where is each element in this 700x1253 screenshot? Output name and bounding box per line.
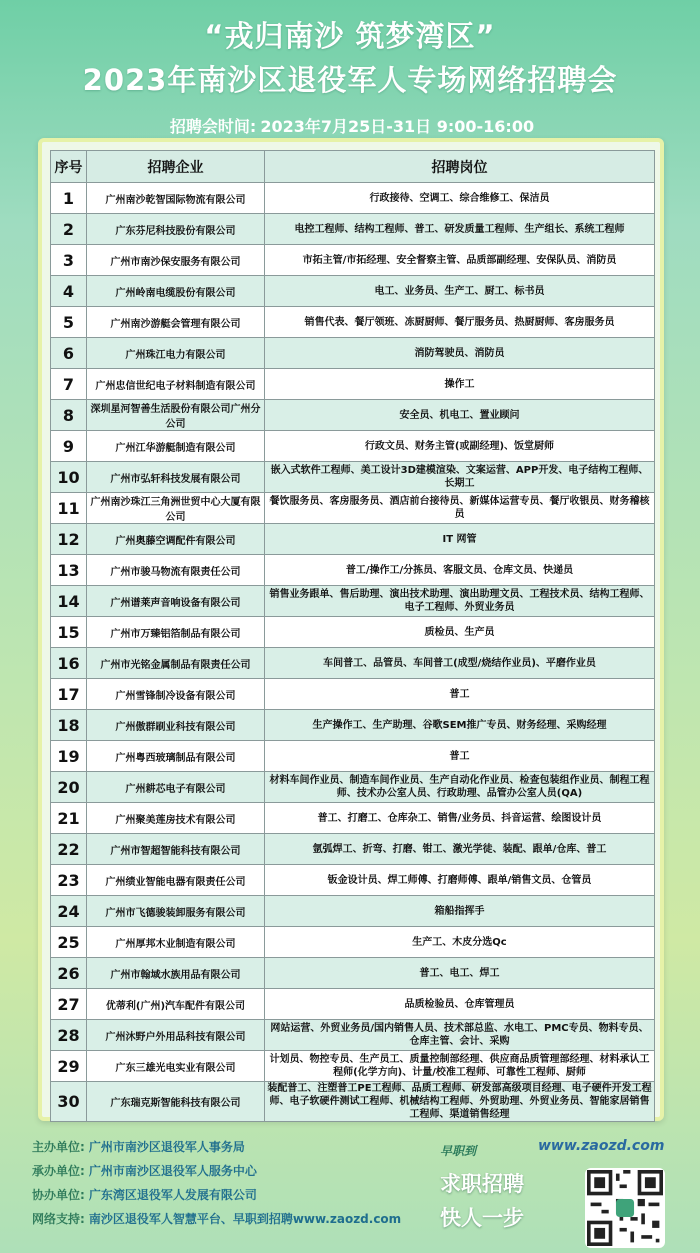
table-row	[51, 617, 655, 648]
row-company: 广东芬尼科技股份有限公司	[87, 214, 265, 245]
row-positions: 嵌入式软件工程师、美工设计3D建模渲染、文案运营、APP开发、电子结构工程师、长期工	[265, 462, 655, 493]
sponsor-key: 网络支持:	[32, 1212, 85, 1226]
row-positions: 氩弧焊工、折弯、打磨、钳工、激光学徒、装配、跟单/仓库、普工	[265, 834, 655, 865]
table-body	[51, 183, 655, 1122]
row-positions: 普工/操作工/分拣员、客服文员、仓库文员、快递员	[265, 555, 655, 586]
table-row	[51, 1082, 655, 1122]
row-company: 广东瑞克斯智能科技有限公司	[87, 1082, 265, 1122]
row-number: 1	[51, 183, 87, 214]
row-number: 18	[51, 710, 87, 741]
sponsor-value: 南沙区退役军人智慧平台、早职到招聘www.zaozd.com	[88, 1212, 402, 1226]
row-company: 广州奥藤空调配件有限公司	[87, 524, 265, 555]
row-number: 12	[51, 524, 87, 555]
row-company: 广州粤西玻璃制品有限公司	[87, 741, 265, 772]
row-number: 28	[51, 1020, 87, 1051]
row-company: 广州沐野户外用品科技有限公司	[87, 1020, 265, 1051]
row-company: 广州市南沙保安服务有限公司	[87, 245, 265, 276]
job-table	[50, 150, 655, 1122]
row-number: 9	[51, 431, 87, 462]
row-number: 14	[51, 586, 87, 617]
table-row	[51, 214, 655, 245]
row-number: 13	[51, 555, 87, 586]
row-positions: 电工、业务员、生产工、厨工、标书员	[265, 276, 655, 307]
table-row	[51, 555, 655, 586]
row-positions: 品质检验员、仓库管理员	[265, 989, 655, 1020]
sponsor-value: 广东湾区退役军人发展有限公司	[88, 1188, 257, 1202]
table-row	[51, 400, 655, 431]
table-row	[51, 679, 655, 710]
row-company: 广州市骏马物流有限责任公司	[87, 555, 265, 586]
table-row	[51, 1051, 655, 1082]
row-company: 广州市飞德骏装卸服务有限公司	[87, 896, 265, 927]
row-company: 广州珠江电力有限公司	[87, 338, 265, 369]
row-company: 广州傲群刷业科技有限公司	[87, 710, 265, 741]
table-row	[51, 741, 655, 772]
row-number: 3	[51, 245, 87, 276]
row-number: 25	[51, 927, 87, 958]
sponsor-value: 广州市南沙区退役军人事务局	[88, 1140, 245, 1154]
row-company: 广州忠信世纪电子材料制造有限公司	[87, 369, 265, 400]
table-row	[51, 183, 655, 214]
sponsor-key: 协办单位:	[32, 1188, 85, 1202]
row-positions: 行政接待、空调工、综合维修工、保洁员	[265, 183, 655, 214]
table-row	[51, 431, 655, 462]
row-number: 22	[51, 834, 87, 865]
row-company: 广州耕芯电子有限公司	[87, 772, 265, 803]
row-company: 广州谱莱声音响设备有限公司	[87, 586, 265, 617]
table-header-row	[51, 151, 655, 183]
row-company: 广州南沙珠江三角洲世贸中心大厦有限公司	[87, 493, 265, 524]
table-row	[51, 369, 655, 400]
table-row	[51, 989, 655, 1020]
row-company: 广州市翰域水族用品有限公司	[87, 958, 265, 989]
brand-logo: 早职到	[440, 1144, 477, 1158]
row-number: 19	[51, 741, 87, 772]
row-positions: 生产工、木皮分选Qc	[265, 927, 655, 958]
job-table-card	[38, 138, 664, 1121]
table-row	[51, 493, 655, 524]
row-number: 4	[51, 276, 87, 307]
row-number: 2	[51, 214, 87, 245]
row-company: 广州市万臻铝箔制品有限公司	[87, 617, 265, 648]
row-positions: 钣金设计员、焊工师傅、打磨师傅、跟单/销售文员、仓管员	[265, 865, 655, 896]
table-row	[51, 276, 655, 307]
row-number: 5	[51, 307, 87, 338]
table-row	[51, 865, 655, 896]
sponsor-key: 主办单位:	[32, 1140, 85, 1154]
slogan-line-1: 求职招聘	[440, 1172, 524, 1196]
row-positions: 生产操作工、生产助理、谷歌SEM推广专员、财务经理、采购经理	[265, 710, 655, 741]
table-row	[51, 772, 655, 803]
table-row	[51, 462, 655, 493]
row-company: 广州厚邦木业制造有限公司	[87, 927, 265, 958]
row-positions: 普工	[265, 741, 655, 772]
row-company: 广州雪锋制冷设备有限公司	[87, 679, 265, 710]
row-company: 广州市弘轩科技发展有限公司	[87, 462, 265, 493]
row-number: 8	[51, 400, 87, 431]
title-line-1: “戎归南沙 筑梦湾区”	[204, 19, 496, 53]
row-positions: 计划员、物控专员、生产员工、质量控制部经理、供应商品质管理部经理、材料承认工程师(化学方向)、计量/校准工程师、可靠性工程师、厨师	[265, 1051, 655, 1082]
header-number: 序号	[51, 151, 87, 183]
row-positions: 车间普工、品管员、车间普工(成型/烧结作业员)、平磨作业员	[265, 648, 655, 679]
row-number: 6	[51, 338, 87, 369]
row-positions: 销售业务跟单、售后助理、演出技术助理、演出助理文员、工程技术员、结构工程师、电子工程师、外贸业务员	[265, 586, 655, 617]
row-number: 24	[51, 896, 87, 927]
row-positions: 销售代表、餐厅领班、冻厨厨师、餐厅服务员、热厨厨师、客房服务员	[265, 307, 655, 338]
qr-code-icon	[585, 1168, 665, 1248]
row-positions: 安全员、机电工、置业顾问	[265, 400, 655, 431]
brand-website-link[interactable]: www.zaozd.com	[538, 1138, 665, 1154]
sponsor-row	[32, 1138, 401, 1162]
table-row	[51, 710, 655, 741]
row-number: 16	[51, 648, 87, 679]
row-company: 广州市光铭金属制品有限责任公司	[87, 648, 265, 679]
row-positions: 市拓主管/市拓经理、安全督察主管、品质部副经理、安保队员、消防员	[265, 245, 655, 276]
row-positions: 装配普工、注塑普工PE工程师、品质工程师、研发部高级项目经理、电子硬件开发工程师、电子软硬件测试工程师、机械结构工程师、外贸助理、外贸业务员、智能家居销售工程师、渠道销售经理	[265, 1082, 655, 1122]
row-company: 广州南沙乾智国际物流有限公司	[87, 183, 265, 214]
row-company: 深圳星河智善生活股份有限公司广州分公司	[87, 400, 265, 431]
row-positions: 普工、电工、焊工	[265, 958, 655, 989]
sponsor-value: 广州市南沙区退役军人服务中心	[88, 1164, 257, 1178]
row-positions: 餐饮服务员、客房服务员、酒店前台接待员、新媒体运营专员、餐厅收银员、财务稽核员	[265, 493, 655, 524]
table-row	[51, 896, 655, 927]
table-row	[51, 834, 655, 865]
row-positions: 普工、打磨工、仓库杂工、销售/业务员、抖音运营、绘图设计员	[265, 803, 655, 834]
row-positions: IT 网管	[265, 524, 655, 555]
table-row	[51, 648, 655, 679]
row-number: 27	[51, 989, 87, 1020]
header-positions: 招聘岗位	[265, 151, 655, 183]
row-positions: 网站运营、外贸业务员/国内销售人员、技术部总监、水电工、PMC专员、物料专员、仓库主管、会计、采购	[265, 1020, 655, 1051]
sponsor-row	[32, 1186, 401, 1210]
row-company: 广州绩业智能电器有限责任公司	[87, 865, 265, 896]
table-row	[51, 958, 655, 989]
row-number: 15	[51, 617, 87, 648]
row-company: 广东三雄光电实业有限公司	[87, 1051, 265, 1082]
row-number: 11	[51, 493, 87, 524]
row-company: 优蒂利(广州)汽车配件有限公司	[87, 989, 265, 1020]
qr-code-graphic	[587, 1170, 663, 1246]
table-row	[51, 524, 655, 555]
table-row	[51, 803, 655, 834]
row-company: 广州市智超智能科技有限公司	[87, 834, 265, 865]
sponsor-row	[32, 1162, 401, 1186]
row-number: 20	[51, 772, 87, 803]
sponsor-list	[32, 1138, 401, 1234]
row-positions: 行政文员、财务主管(或副经理)、饭堂厨师	[265, 431, 655, 462]
table-row	[51, 927, 655, 958]
slogan-line-2: 快人一步	[440, 1206, 524, 1230]
sponsor-row	[32, 1210, 401, 1234]
row-positions: 消防驾驶员、消防员	[265, 338, 655, 369]
table-row	[51, 338, 655, 369]
row-positions: 材料车间作业员、制造车间作业员、生产自动化作业员、检查包装组作业员、制程工程师、技术办公室人员、行政助理、品管办公室人员(QA)	[265, 772, 655, 803]
sponsor-key: 承办单位:	[32, 1164, 85, 1178]
row-positions: 箱船指挥手	[265, 896, 655, 927]
row-number: 30	[51, 1082, 87, 1122]
header-company: 招聘企业	[87, 151, 265, 183]
row-number: 17	[51, 679, 87, 710]
row-positions: 操作工	[265, 369, 655, 400]
row-company: 广州江华游艇制造有限公司	[87, 431, 265, 462]
footer	[0, 1130, 700, 1253]
table-row	[51, 307, 655, 338]
row-number: 26	[51, 958, 87, 989]
time-label: 招聘会时间:	[169, 117, 257, 136]
row-number: 7	[51, 369, 87, 400]
time-value: 2023年7月25日-31日 9:00-16:00	[260, 117, 535, 136]
row-number: 10	[51, 462, 87, 493]
row-positions: 质检员、生产员	[265, 617, 655, 648]
row-number: 29	[51, 1051, 87, 1082]
table-row	[51, 245, 655, 276]
row-company: 广州岭南电缆股份有限公司	[87, 276, 265, 307]
table-row	[51, 586, 655, 617]
table-row	[51, 1020, 655, 1051]
fair-time	[0, 114, 700, 137]
row-positions: 电控工程师、结构工程师、普工、研发质量工程师、生产组长、系统工程师	[265, 214, 655, 245]
row-number: 21	[51, 803, 87, 834]
row-number: 23	[51, 865, 87, 896]
row-company: 广州南沙游艇会管理有限公司	[87, 307, 265, 338]
row-positions: 普工	[265, 679, 655, 710]
row-company: 广州聚美莲房技术有限公司	[87, 803, 265, 834]
title-line-2: 2023年南沙区退役军人专场网络招聘会	[82, 63, 618, 97]
